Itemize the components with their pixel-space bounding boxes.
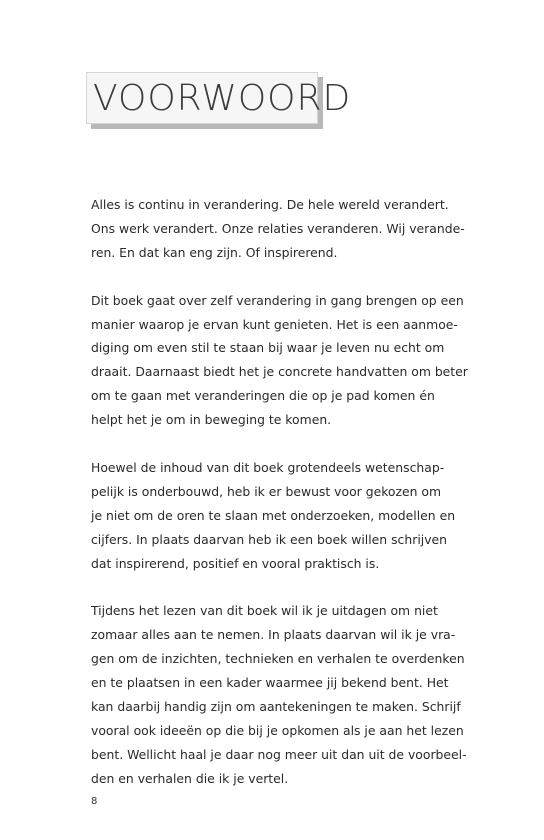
text-line: diging om even stil te staan bij waar je leven nu echt om	[91, 340, 445, 356]
text-line: manier waarop je ervan kunt genieten. Het is een aanmoe-	[91, 316, 458, 332]
text-line: cijfers. In plaats daarvan heb ik een boek willen schrijven	[91, 531, 448, 547]
text-line: Hoewel de inhoud van dit boek grotendeels wetenschap-	[91, 459, 445, 475]
text-line: helpt het je om in beweging te komen.	[91, 412, 332, 428]
text-line: om te gaan met veranderingen die op je pad komen én	[91, 388, 435, 404]
body-text	[91, 193, 471, 815]
paragraph-3	[91, 456, 471, 576]
paragraph-4	[91, 599, 471, 790]
text-line: je niet om de oren te slaan met onderzoeken, modellen en	[91, 507, 456, 523]
text-line: gen om de inzichten, technieken en verhalen te overdenken	[91, 651, 465, 667]
paragraph-1	[91, 193, 471, 265]
text-line: vooral ook ideeën op die bij je opkomen als je aan het lezen	[91, 722, 464, 738]
text-line: bent. Wellicht haal je daar nog meer uit dan uit de voorbeel-	[91, 746, 467, 762]
text-line: den en verhalen die ik je vertel.	[91, 770, 289, 786]
text-line: Dit boek gaat over zelf verandering in gang brengen op een	[91, 292, 464, 308]
text-line: Alles is continu in verandering. De hele wereld verandert.	[91, 197, 449, 212]
text-line: zomaar alles aan te nemen. In plaats daarvan wil ik je vra-	[91, 627, 456, 643]
text-line: ren. En dat kan eng zijn. Of inspirerend.	[91, 244, 338, 260]
page-number: 8	[91, 796, 98, 807]
chapter-heading: VOORWOORD	[93, 78, 352, 119]
text-line: draait. Daarnaast biedt het je concrete handvatten om beter	[91, 364, 468, 380]
text-line: Ons werk verandert. Onze relaties veranderen. Wij verande-	[91, 220, 465, 236]
text-line: kan daarbij handig zijn om aantekeningen te maken. Schrijf	[91, 698, 461, 714]
text-line: pelijk is onderbouwd, heb ik er bewust voor gekozen om	[91, 483, 442, 499]
text-line: Tijdens het lezen van dit boek wil ik je uitdagen om niet	[91, 603, 438, 619]
chapter-heading-box	[86, 72, 352, 124]
text-line: dat inspirerend, positief en vooral praktisch is.	[91, 555, 380, 571]
text-line: en te plaatsen in een kader waarmee jij bekend bent. Het	[91, 675, 449, 691]
paragraph-2	[91, 289, 471, 432]
